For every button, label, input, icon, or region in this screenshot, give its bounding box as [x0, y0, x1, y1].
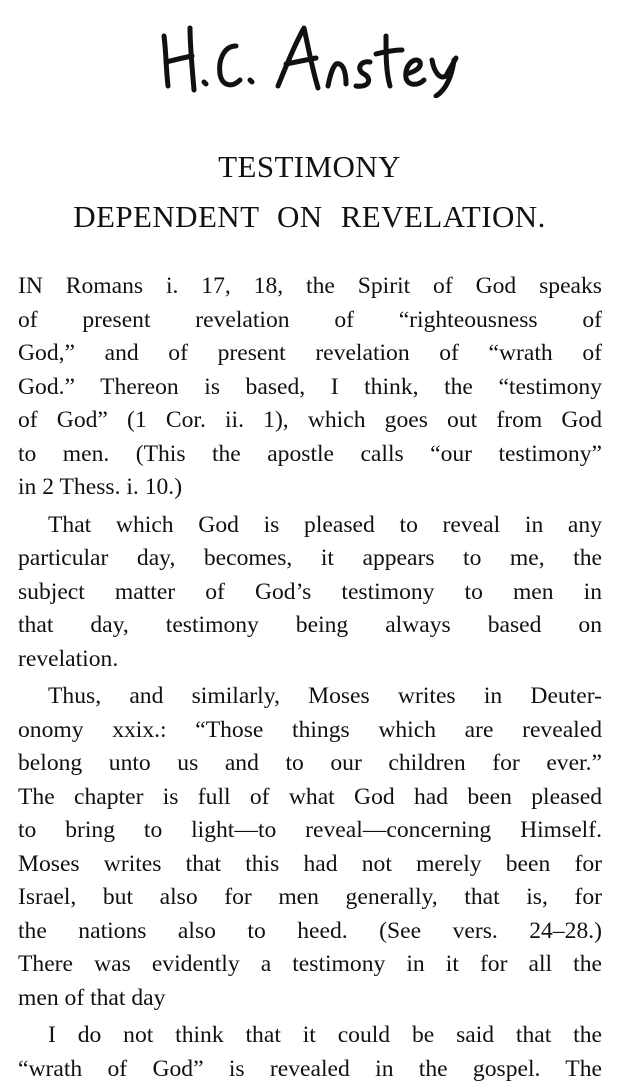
text-line: Moses writes that this had not merely been for	[18, 850, 602, 877]
text-line: God,” and of present revelation of “wrath of	[18, 340, 602, 366]
text-line: “wrath of God” is revealed in the gospel. The	[18, 1055, 602, 1082]
heading-line-1: TESTIMONY	[218, 149, 401, 184]
text-line: in 2 Thess. i. 10.)	[18, 474, 183, 500]
paragraph-4	[18, 1019, 602, 1086]
text-line: onomy xxix.: “Those things which are revealed	[18, 716, 602, 743]
paragraph-2	[18, 509, 602, 677]
chapter-heading	[0, 148, 619, 236]
signature-image	[150, 6, 470, 98]
text-line: I do not think that it could be said that the	[48, 1022, 602, 1048]
text-line: to bring to light—to reveal—concerning Himself.	[18, 817, 602, 843]
handwritten-signature	[150, 6, 470, 98]
text-line: of God” (1 Cor. ii. 1), which goes out from God	[18, 407, 602, 433]
text-line: particular day, becomes, it appears to me, the	[18, 545, 602, 571]
text-line: to men. (This the apostle calls “our testimony”	[18, 440, 602, 467]
text-line: of present revelation of “righteousness of	[18, 306, 602, 333]
text-line: Thus, and similarly, Moses writes in Deuter-	[48, 683, 602, 709]
text-line: men of that day	[18, 984, 166, 1011]
text-line: That which God is pleased to reveal in any	[48, 511, 602, 538]
text-line: Israel, but also for men generally, that is, for	[18, 884, 602, 910]
text-line: that day, testimony being always based on	[18, 612, 602, 638]
text-line: belong unto us and to our children for ever.”	[18, 750, 602, 776]
text-line: IN Romans i. 17, 18, the Spirit of God speaks	[18, 273, 602, 299]
text-line: The chapter is full of what God had been pleased	[18, 783, 602, 810]
heading-line-2: DEPENDENT ON REVELATION.	[73, 199, 546, 234]
paragraph-3	[18, 680, 602, 1015]
text-line: revelation.	[18, 645, 119, 672]
text-line: God.” Thereon is based, I think, the “testimony	[18, 373, 602, 400]
paragraph-1	[18, 270, 602, 505]
text-line: There was evidently a testimony in it for all the	[18, 951, 602, 977]
body-text	[18, 270, 602, 1090]
text-line: the nations also to heed. (See vers. 24–28.)	[18, 917, 602, 944]
text-line: subject matter of God’s testimony to men in	[18, 578, 602, 605]
